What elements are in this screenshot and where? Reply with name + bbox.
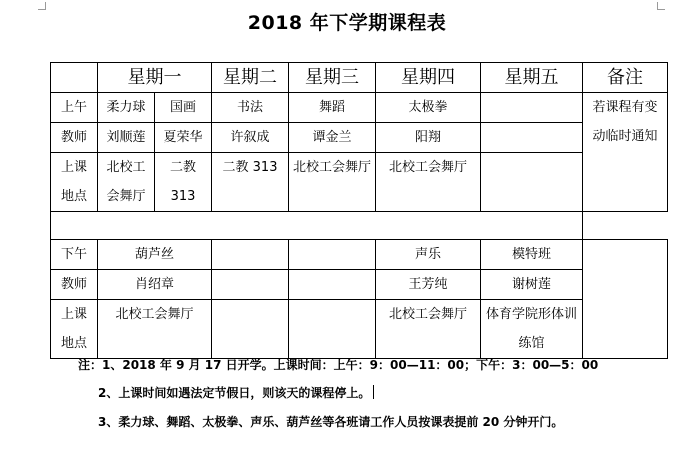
afternoon-course-row — [51, 240, 668, 270]
afternoon-teacher-tue — [212, 270, 289, 300]
afternoon-location-tue — [212, 300, 289, 359]
morning-course-wed: 舞蹈 — [289, 93, 376, 123]
note-1: 注：1、2018 年 9 月 17 日开学。上课时间：上午：9：00—11：00；下午：3：00—5：00 — [78, 358, 599, 372]
header-row — [51, 63, 668, 93]
location-line: 313 — [170, 189, 196, 204]
morning-teacher-mon-b: 夏荣华 — [155, 123, 212, 153]
location-label-line-1: 上课 — [60, 307, 87, 322]
morning-teacher-thu: 阳翔 — [376, 123, 481, 153]
morning-location-thu: 北校工会舞厅 — [376, 153, 481, 212]
location-label-line-2: 地点 — [60, 336, 87, 351]
page-title: 2018 年下学期课程表 — [247, 12, 447, 34]
afternoon-course-fri: 模特班 — [481, 240, 583, 270]
morning-teacher-mon-a: 刘顺莲 — [98, 123, 155, 153]
header-wednesday: 星期三 — [289, 63, 376, 93]
afternoon-teacher-fri: 谢树莲 — [481, 270, 583, 300]
afternoon-location-row — [51, 300, 668, 359]
afternoon-course-mon: 葫芦丝 — [98, 240, 212, 270]
row-label-morning: 上午 — [51, 93, 98, 123]
morning-location-tue: 二教 313 — [212, 153, 289, 212]
morning-course-mon-a: 柔力球 — [98, 93, 155, 123]
morning-course-thu: 太极拳 — [376, 93, 481, 123]
location-line: 练馆 — [518, 336, 545, 351]
afternoon-teacher-wed — [289, 270, 376, 300]
afternoon-location-thu: 北校工会舞厅 — [376, 300, 481, 359]
afternoon-location-mon: 北校工会舞厅 — [98, 300, 212, 359]
header-friday: 星期五 — [481, 63, 583, 93]
location-line: 二教 — [169, 160, 196, 175]
afternoon-teacher-thu: 王芳纯 — [376, 270, 481, 300]
morning-course-mon-b: 国画 — [155, 93, 212, 123]
morning-course-row — [51, 93, 668, 123]
header-thursday: 星期四 — [376, 63, 481, 93]
header-remark: 备注 — [583, 63, 668, 93]
separator-row — [51, 212, 668, 240]
schedule-table — [50, 62, 668, 359]
row-label-teacher: 教师 — [51, 123, 98, 153]
morning-location-wed: 北校工会舞厅 — [289, 153, 376, 212]
row-label-location — [51, 153, 98, 212]
morning-teacher-wed: 谭金兰 — [289, 123, 376, 153]
morning-teacher-fri — [481, 123, 583, 153]
separator-cell — [51, 212, 583, 240]
remark-cell — [583, 93, 668, 212]
afternoon-location-fri — [481, 300, 583, 359]
morning-location-mon-b — [155, 153, 212, 212]
note-2 — [98, 384, 374, 401]
header-monday: 星期一 — [98, 63, 212, 93]
remark-cell-afternoon — [583, 240, 668, 359]
morning-course-tue: 书法 — [212, 93, 289, 123]
afternoon-course-wed — [289, 240, 376, 270]
note-2-text: 2、上课时间如遇法定节假日，则该天的课程停上。 — [98, 386, 371, 400]
location-line: 体育学院形体训 — [485, 307, 577, 322]
remark-line-2: 动临时通知 — [592, 129, 658, 144]
afternoon-course-thu: 声乐 — [376, 240, 481, 270]
remark-line-1: 若课程有变 — [592, 100, 658, 115]
note-3: 3、柔力球、舞蹈、太极拳、声乐、葫芦丝等各班请工作人员按课表提前 20 分钟开门。 — [98, 415, 564, 429]
morning-teacher-tue: 许叙成 — [212, 123, 289, 153]
row-label-teacher-pm: 教师 — [51, 270, 98, 300]
corner-cell — [51, 63, 98, 93]
afternoon-teacher-row — [51, 270, 668, 300]
morning-location-mon-a — [98, 153, 155, 212]
header-tuesday: 星期二 — [212, 63, 289, 93]
afternoon-location-wed — [289, 300, 376, 359]
location-label-line-1: 上课 — [60, 160, 87, 175]
afternoon-teacher-mon: 肖绍章 — [98, 270, 212, 300]
morning-location-row — [51, 153, 668, 212]
morning-course-fri — [481, 93, 583, 123]
location-label-line-2: 地点 — [60, 189, 87, 204]
location-line: 会舞厅 — [106, 189, 146, 204]
row-label-location-pm — [51, 300, 98, 359]
text-cursor — [373, 385, 374, 399]
morning-location-fri — [481, 153, 583, 212]
afternoon-course-tue — [212, 240, 289, 270]
location-line: 北校工 — [106, 160, 146, 175]
morning-teacher-row — [51, 123, 668, 153]
row-label-afternoon: 下午 — [51, 240, 98, 270]
